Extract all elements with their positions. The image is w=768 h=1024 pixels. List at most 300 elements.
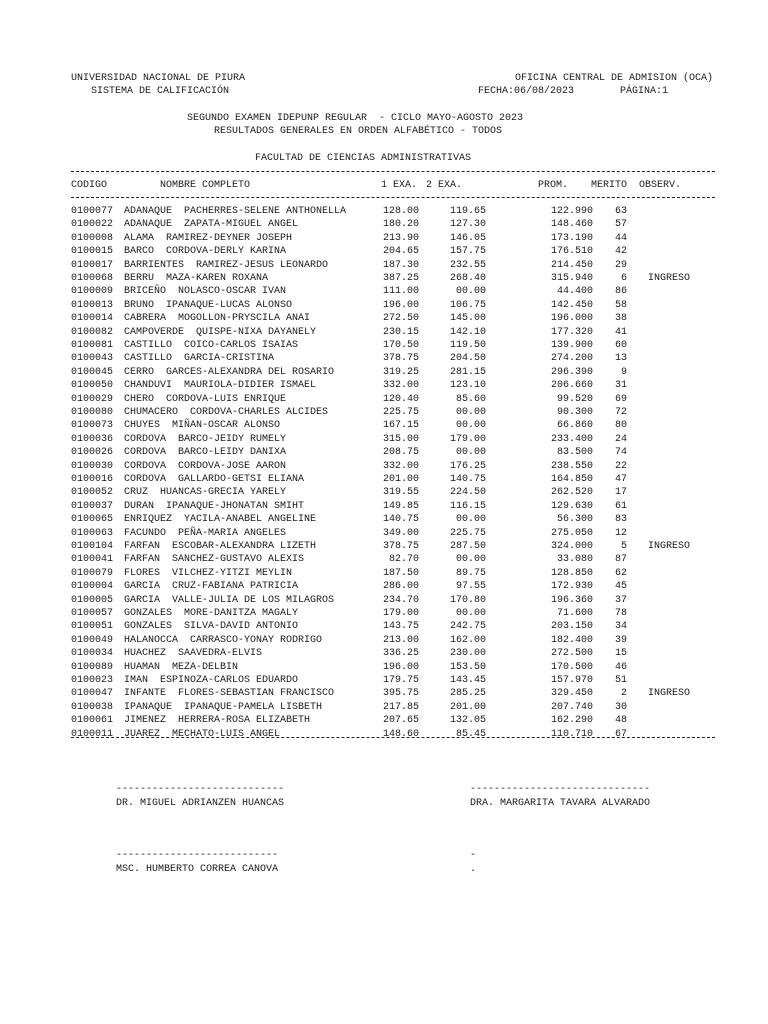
col-codigo: CODIGO <box>71 180 108 191</box>
cell-exa2: 232.55 <box>449 259 486 271</box>
table-row <box>0 273 768 286</box>
cell-exa2: 00.00 <box>455 420 486 432</box>
cell-nombre: ADANAQUE PACHERRES-SELENE ANTHONELLA <box>124 206 347 217</box>
university-name: UNIVERSIDAD NACIONAL DE PIURA <box>71 73 246 84</box>
cell-exa1: 378.75 <box>382 541 419 552</box>
cell-exa1: 319.55 <box>382 487 419 499</box>
cell-exa1: 187.50 <box>382 567 419 579</box>
cell-merito: 60 <box>614 340 627 351</box>
cell-exa1: 332.00 <box>382 380 419 392</box>
signature-line-4: - <box>470 850 477 861</box>
cell-prom: 233.400 <box>550 433 593 445</box>
cell-nombre: CAMPOVERDE QUISPE-NIXA DAYANELY <box>124 326 317 338</box>
cell-merito: 45 <box>614 581 627 593</box>
cell-merito: 47 <box>614 474 627 485</box>
signature-line-3: --------------------------- <box>116 850 279 861</box>
cell-prom: 296.390 <box>550 366 593 378</box>
cell-exa2: 285.25 <box>449 688 486 700</box>
cell-codigo: 0100034 <box>71 648 114 660</box>
cell-exa1: 395.75 <box>382 688 419 700</box>
cell-merito: 44 <box>614 232 627 244</box>
exam-title: SEGUNDO EXAMEN IDEPUNP REGULAR - CICLO MAYO-AGOSTO 2023 <box>187 113 524 124</box>
cell-codigo: 0100009 <box>71 286 114 298</box>
cell-merito: 17 <box>614 487 627 499</box>
cell-codigo: 0100016 <box>71 474 114 485</box>
cell-prom: 44.400 <box>556 286 593 298</box>
cell-merito: 83 <box>614 514 627 526</box>
table-row <box>0 420 768 433</box>
cell-exa2: 153.50 <box>449 661 486 673</box>
cell-codigo: 0100077 <box>71 206 114 217</box>
system-name: SISTEMA DE CALIFICACIÓN <box>91 86 230 97</box>
table-row <box>0 233 768 246</box>
cell-merito: 38 <box>614 313 627 325</box>
cell-merito: 41 <box>614 326 627 338</box>
cell-nombre: CORDOVA BARCO-JEIDY RUMELY <box>124 433 287 445</box>
cell-prom: 142.450 <box>550 299 593 311</box>
cell-prom: 148.460 <box>550 219 593 231</box>
table-row <box>0 675 768 688</box>
cell-prom: 324.000 <box>550 541 593 552</box>
cell-prom: 238.550 <box>550 460 593 472</box>
cell-exa2: 00.00 <box>455 554 486 566</box>
cell-merito: 42 <box>614 246 627 258</box>
cell-prom: 56.300 <box>556 514 593 526</box>
cell-exa1: 148.60 <box>382 728 419 740</box>
cell-exa2: 132.05 <box>449 715 486 727</box>
cell-codigo: 0100089 <box>71 661 114 673</box>
signature-line-2: ------------------------------ <box>470 784 651 795</box>
cell-nombre: BRICEÑO NOLASCO-OSCAR IVAN <box>124 286 287 298</box>
cell-nombre: CHERO CORDOVA-LUIS ENRIQUE <box>124 393 287 405</box>
table-row <box>0 246 768 259</box>
faculty-title: FACULTAD DE CIENCIAS ADMINISTRATIVAS <box>255 153 472 164</box>
cell-codigo: 0100037 <box>71 500 114 512</box>
cell-merito: 13 <box>614 353 627 365</box>
col-nombre: NOMBRE COMPLETO <box>160 180 251 191</box>
cell-prom: 172.930 <box>550 581 593 593</box>
cell-merito: 51 <box>614 675 627 686</box>
cell-nombre: BRUNO IPANAQUE-LUCAS ALONSO <box>124 299 293 311</box>
cell-merito: 74 <box>614 447 627 459</box>
cell-exa2: 127.30 <box>449 219 486 231</box>
cell-nombre: HUAMAN MEZA-DELBIN <box>124 661 239 673</box>
cell-exa2: 204.50 <box>449 353 486 365</box>
cell-nombre: HALANOCCA CARRASCO-YONAY RODRIGO <box>124 634 323 646</box>
cell-nombre: HUACHEZ SAAVEDRA-ELVIS <box>124 648 263 660</box>
col-prom: PROM. <box>538 180 569 191</box>
cell-merito: 34 <box>614 621 627 633</box>
cell-exa2: 224.50 <box>449 487 486 499</box>
table-row <box>0 581 768 594</box>
cell-codigo: 0100073 <box>71 420 114 432</box>
cell-prom: 33.080 <box>556 554 593 566</box>
cell-exa1: 140.75 <box>382 514 419 526</box>
cell-codigo: 0100022 <box>71 219 114 231</box>
cell-exa2: 146.05 <box>449 232 486 244</box>
cell-codigo: 0100082 <box>71 326 114 338</box>
cell-exa2: 00.00 <box>455 286 486 298</box>
cell-exa2: 106.75 <box>449 299 486 311</box>
cell-exa2: 116.15 <box>449 500 486 512</box>
cell-codigo: 0100041 <box>71 554 114 566</box>
table-row <box>0 219 768 232</box>
cell-exa2: 268.40 <box>449 273 486 284</box>
cell-merito: 9 <box>620 366 627 378</box>
cell-exa2: 00.00 <box>455 608 486 619</box>
cell-merito: 62 <box>614 567 627 579</box>
cell-nombre: CHUMACERO CORDOVA-CHARLES ALCIDES <box>124 407 329 418</box>
cell-observ: INGRESO <box>648 273 691 284</box>
cell-codigo: 0100045 <box>71 366 114 378</box>
table-rule-end <box>71 737 715 738</box>
cell-merito: 12 <box>614 527 627 539</box>
table-row <box>0 340 768 353</box>
table-row <box>0 635 768 648</box>
cell-exa1: 187.30 <box>382 259 419 271</box>
cell-merito: 58 <box>614 299 627 311</box>
cell-nombre: CASTILLO GARCIA-CRISTINA <box>124 353 275 365</box>
cell-exa1: 332.00 <box>382 460 419 472</box>
cell-exa1: 378.75 <box>382 353 419 365</box>
cell-prom: 196.000 <box>550 313 593 325</box>
cell-prom: 214.450 <box>550 259 593 271</box>
cell-prom: 71.600 <box>556 608 593 619</box>
table-row <box>0 487 768 500</box>
cell-nombre: GONZALES MORE-DANITZA MAGALY <box>124 608 299 619</box>
cell-prom: 122.990 <box>550 206 593 217</box>
cell-merito: 63 <box>614 206 627 217</box>
table-row <box>0 313 768 326</box>
cell-prom: 315.940 <box>550 273 593 284</box>
cell-observ: INGRESO <box>648 688 691 700</box>
cell-exa1: 128.00 <box>382 206 419 217</box>
cell-nombre: INFANTE FLORES-SEBASTIAN FRANCISCO <box>124 688 335 700</box>
cell-merito: 87 <box>614 554 627 566</box>
cell-exa1: 170.50 <box>382 340 419 351</box>
cell-exa1: 272.50 <box>382 313 419 325</box>
cell-codigo: 0100017 <box>71 259 114 271</box>
cell-nombre: CASTILLO COICO-CARLOS ISAIAS <box>124 340 299 351</box>
table-row <box>0 353 768 366</box>
cell-prom: 173.190 <box>550 232 593 244</box>
cell-exa1: 201.00 <box>382 474 419 485</box>
table-row <box>0 260 768 273</box>
cell-nombre: FARFAN SANCHEZ-GUSTAVO ALEXIS <box>124 554 305 566</box>
cell-nombre: CORDOVA CORDOVA-JOSE AARON <box>124 460 287 472</box>
col-exa2: 2 EXA. <box>426 180 463 191</box>
cell-prom: 139.900 <box>550 340 593 351</box>
cell-codigo: 0100030 <box>71 460 114 472</box>
cell-prom: 262.520 <box>550 487 593 499</box>
col-observ: OBSERV. <box>639 180 682 191</box>
cell-prom: 206.660 <box>550 380 593 392</box>
cell-exa2: 89.75 <box>455 567 486 579</box>
cell-merito: 48 <box>614 715 627 727</box>
cell-nombre: CORDOVA BARCO-LEIDY DANIXA <box>124 447 287 459</box>
table-row <box>0 434 768 447</box>
cell-exa1: 82.70 <box>388 554 419 566</box>
cell-merito: 46 <box>614 661 627 673</box>
cell-nombre: FLORES VILCHEZ-YITZI MEYLIN <box>124 567 293 579</box>
table-row <box>0 729 768 742</box>
cell-prom: 128.850 <box>550 567 593 579</box>
cell-codigo: 0100061 <box>71 715 114 727</box>
cell-exa2: 00.00 <box>455 407 486 418</box>
cell-exa2: 00.00 <box>455 514 486 526</box>
cell-exa2: 230.00 <box>449 648 486 660</box>
cell-codigo: 0100063 <box>71 527 114 539</box>
cell-nombre: CORDOVA GALLARDO-GETSI ELIANA <box>124 474 305 485</box>
table-row <box>0 662 768 675</box>
table-row <box>0 595 768 608</box>
cell-exa1: 315.00 <box>382 433 419 445</box>
header-rule-bottom <box>71 197 715 198</box>
cell-exa2: 225.75 <box>449 527 486 539</box>
cell-nombre: CHUYES MIÑAN-OSCAR ALONSO <box>124 420 281 432</box>
cell-nombre: CHANDUVI MAURIOLA-DIDIER ISMAEL <box>124 380 317 392</box>
cell-codigo: 0100104 <box>71 541 114 552</box>
cell-prom: 207.740 <box>550 701 593 713</box>
cell-exa2: 179.00 <box>449 433 486 445</box>
cell-exa2: 170.80 <box>449 594 486 606</box>
cell-codigo: 0100043 <box>71 353 114 365</box>
table-row <box>0 568 768 581</box>
office-name: OFICINA CENTRAL DE ADMISION (OCA) <box>515 73 714 84</box>
cell-prom: 99.520 <box>556 393 593 405</box>
cell-merito: 67 <box>614 728 627 740</box>
cell-exa2: 123.10 <box>449 380 486 392</box>
table-row <box>0 702 768 715</box>
cell-prom: 272.500 <box>550 648 593 660</box>
cell-exa1: 207.65 <box>382 715 419 727</box>
cell-merito: 69 <box>614 393 627 405</box>
header-rule-top <box>71 171 715 172</box>
cell-nombre: FACUNDO PEÑA-MARIA ANGELES <box>124 527 287 539</box>
table-row <box>0 300 768 313</box>
cell-merito: 31 <box>614 380 627 392</box>
cell-codigo: 0100068 <box>71 273 114 284</box>
cell-exa2: 201.00 <box>449 701 486 713</box>
cell-exa2: 97.55 <box>455 581 486 593</box>
cell-codigo: 0100051 <box>71 621 114 633</box>
cell-codigo: 0100036 <box>71 433 114 445</box>
cell-merito: 6 <box>620 273 627 284</box>
cell-codigo: 0100026 <box>71 447 114 459</box>
cell-nombre: BARRIENTES RAMIREZ-JESUS LEONARDO <box>124 259 329 271</box>
cell-nombre: IPANAQUE IPANAQUE-PAMELA LISBETH <box>124 701 323 713</box>
cell-merito: 24 <box>614 433 627 445</box>
table-row <box>0 715 768 728</box>
cell-exa1: 234.70 <box>382 594 419 606</box>
table-row <box>0 648 768 661</box>
table-row <box>0 367 768 380</box>
table-row <box>0 608 768 621</box>
cell-nombre: ADANAQUE ZAPATA-MIGUEL ANGEL <box>124 219 299 231</box>
cell-codigo: 0100015 <box>71 246 114 258</box>
results-title: RESULTADOS GENERALES EN ORDEN ALFABÉTICO - TODOS <box>214 126 503 137</box>
cell-merito: 57 <box>614 219 627 231</box>
cell-prom: 203.150 <box>550 621 593 633</box>
cell-prom: 157.970 <box>550 675 593 686</box>
cell-exa2: 287.50 <box>449 541 486 552</box>
cell-prom: 162.290 <box>550 715 593 727</box>
cell-exa1: 167.15 <box>382 420 419 432</box>
cell-merito: 72 <box>614 407 627 418</box>
cell-nombre: CABRERA MOGOLLON-PRYSCILA ANAI <box>124 313 311 325</box>
signature-line-1: ---------------------------- <box>116 784 285 795</box>
cell-exa1: 213.00 <box>382 634 419 646</box>
cell-nombre: GARCIA VALLE-JULIA DE LOS MILAGROS <box>124 594 335 606</box>
cell-codigo: 0100004 <box>71 581 114 593</box>
cell-exa1: 319.25 <box>382 366 419 378</box>
cell-prom: 182.400 <box>550 634 593 646</box>
cell-exa2: 281.15 <box>449 366 486 378</box>
cell-exa2: 145.00 <box>449 313 486 325</box>
signatory-3: MSC. HUMBERTO CORREA CANOVA <box>116 864 279 875</box>
cell-codigo: 0100050 <box>71 380 114 392</box>
cell-prom: 176.510 <box>550 246 593 258</box>
cell-exa1: 204.65 <box>382 246 419 258</box>
table-row <box>0 461 768 474</box>
cell-exa1: 336.25 <box>382 648 419 660</box>
cell-nombre: BERRU MAZA-KAREN ROXANA <box>124 273 269 284</box>
cell-prom: 177.320 <box>550 326 593 338</box>
cell-exa1: 149.85 <box>382 500 419 512</box>
cell-prom: 90.300 <box>556 407 593 418</box>
cell-codigo: 0100047 <box>71 688 114 700</box>
cell-codigo: 0100023 <box>71 675 114 686</box>
cell-codigo: 0100011 <box>71 728 114 740</box>
report-date: FECHA:06/08/2023 <box>478 86 575 97</box>
table-row <box>0 688 768 701</box>
cell-exa1: 143.75 <box>382 621 419 633</box>
cell-merito: 15 <box>614 648 627 660</box>
cell-merito: 39 <box>614 634 627 646</box>
cell-exa2: 176.25 <box>449 460 486 472</box>
cell-prom: 274.200 <box>550 353 593 365</box>
cell-exa1: 180.20 <box>382 219 419 231</box>
cell-exa2: 85.60 <box>455 393 486 405</box>
cell-prom: 129.630 <box>550 500 593 512</box>
cell-nombre: GONZALES SILVA-DAVID ANTONIO <box>124 621 299 633</box>
col-merito: MERITO <box>591 180 628 191</box>
cell-exa2: 242.75 <box>449 621 486 633</box>
cell-exa2: 143.45 <box>449 675 486 686</box>
cell-codigo: 0100080 <box>71 407 114 418</box>
cell-exa1: 225.75 <box>382 407 419 418</box>
cell-nombre: CERRO GARCES-ALEXANDRA DEL ROSARIO <box>124 366 335 378</box>
table-row <box>0 501 768 514</box>
cell-merito: 2 <box>620 688 627 700</box>
cell-merito: 80 <box>614 420 627 432</box>
cell-exa2: 142.10 <box>449 326 486 338</box>
table-row <box>0 327 768 340</box>
cell-prom: 329.450 <box>550 688 593 700</box>
cell-exa1: 230.15 <box>382 326 419 338</box>
cell-merito: 78 <box>614 608 627 619</box>
cell-exa1: 179.00 <box>382 608 419 619</box>
cell-merito: 37 <box>614 594 627 606</box>
cell-exa2: 85.45 <box>455 728 486 740</box>
cell-codigo: 0100008 <box>71 232 114 244</box>
cell-nombre: IMAN ESPINOZA-CARLOS EDUARDO <box>124 675 299 686</box>
cell-exa2: 119.65 <box>449 206 486 217</box>
cell-nombre: DURAN IPANAQUE-JHONATAN SMIHT <box>124 500 305 512</box>
cell-prom: 170.500 <box>550 661 593 673</box>
cell-exa2: 140.75 <box>449 474 486 485</box>
cell-nombre: BARCO CORDOVA-DERLY KARINA <box>124 246 287 258</box>
cell-codigo: 0100049 <box>71 634 114 646</box>
cell-prom: 66.860 <box>556 420 593 432</box>
cell-prom: 83.500 <box>556 447 593 459</box>
cell-exa2: 119.50 <box>449 340 486 351</box>
cell-nombre: CRUZ HUANCAS-GRECIA YARELY <box>124 487 287 499</box>
table-row <box>0 514 768 527</box>
signatory-4: . <box>470 864 477 875</box>
cell-exa1: 387.25 <box>382 273 419 284</box>
cell-merito: 5 <box>620 541 627 552</box>
signatory-1: DR. MIGUEL ADRIANZEN HUANCAS <box>116 798 285 809</box>
cell-exa1: 111.00 <box>382 286 419 298</box>
cell-exa1: 213.90 <box>382 232 419 244</box>
table-row <box>0 528 768 541</box>
cell-merito: 86 <box>614 286 627 298</box>
cell-exa1: 217.85 <box>382 701 419 713</box>
cell-prom: 196.360 <box>550 594 593 606</box>
table-row <box>0 541 768 554</box>
cell-observ: INGRESO <box>648 541 691 552</box>
table-row <box>0 474 768 487</box>
cell-prom: 110.710 <box>550 728 593 740</box>
table-row <box>0 447 768 460</box>
table-row <box>0 380 768 393</box>
cell-codigo: 0100014 <box>71 313 114 325</box>
cell-codigo: 0100057 <box>71 608 114 619</box>
table-row <box>0 394 768 407</box>
cell-exa1: 196.00 <box>382 299 419 311</box>
cell-merito: 61 <box>614 500 627 512</box>
col-exa1: 1 EXA. <box>381 180 418 191</box>
cell-exa1: 286.00 <box>382 581 419 593</box>
cell-exa1: 208.75 <box>382 447 419 459</box>
cell-exa2: 162.00 <box>449 634 486 646</box>
signatory-2: DRA. MARGARITA TAVARA ALVARADO <box>470 798 651 809</box>
cell-merito: 29 <box>614 259 627 271</box>
cell-nombre: GARCIA CRUZ-FABIANA PATRICIA <box>124 581 299 593</box>
table-row <box>0 286 768 299</box>
cell-codigo: 0100038 <box>71 701 114 713</box>
cell-codigo: 0100065 <box>71 514 114 526</box>
cell-nombre: FARFAN ESCOBAR-ALEXANDRA LIZETH <box>124 541 317 552</box>
table-row <box>0 407 768 420</box>
cell-codigo: 0100013 <box>71 299 114 311</box>
cell-exa1: 120.40 <box>382 393 419 405</box>
cell-exa1: 179.75 <box>382 675 419 686</box>
cell-codigo: 0100005 <box>71 594 114 606</box>
cell-codigo: 0100081 <box>71 340 114 351</box>
cell-prom: 275.050 <box>550 527 593 539</box>
cell-exa2: 00.00 <box>455 447 486 459</box>
cell-codigo: 0100079 <box>71 567 114 579</box>
cell-exa1: 196.00 <box>382 661 419 673</box>
cell-prom: 164.850 <box>550 474 593 485</box>
table-row <box>0 206 768 219</box>
table-row <box>0 554 768 567</box>
cell-codigo: 0100052 <box>71 487 114 499</box>
cell-exa2: 157.75 <box>449 246 486 258</box>
cell-nombre: ENRIQUEZ YACILA-ANABEL ANGELINE <box>124 514 317 526</box>
